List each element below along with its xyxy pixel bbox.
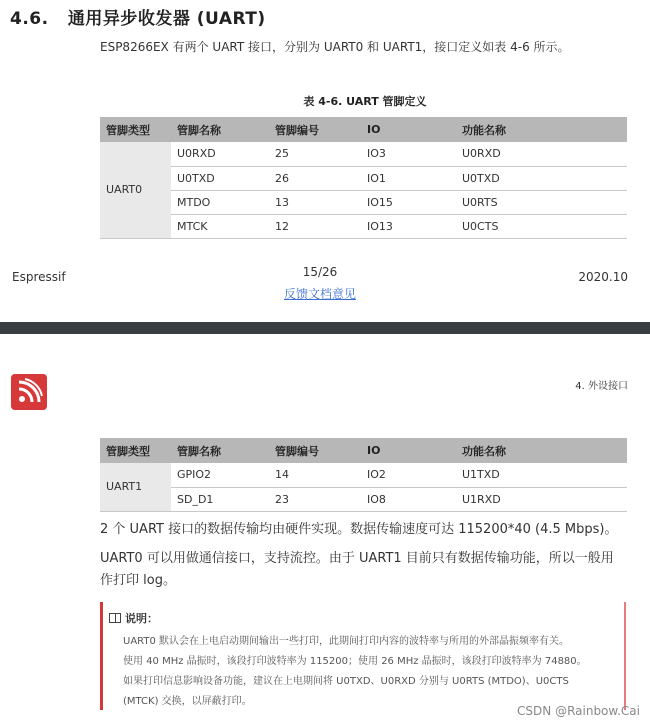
table-row bbox=[100, 142, 627, 166]
function-cell: U0TXD bbox=[456, 166, 627, 190]
pin-name-cell: SD_D1 bbox=[171, 487, 269, 511]
pin-number-cell: 25 bbox=[269, 142, 361, 166]
section-number: 4.6. bbox=[10, 9, 49, 29]
function-cell: U1RXD bbox=[456, 487, 627, 511]
function-cell: U0RTS bbox=[456, 190, 627, 214]
chapter-header: 4. 外设接口 bbox=[575, 381, 628, 392]
function-cell: U0RXD bbox=[456, 142, 627, 166]
uart-usage-paragraph bbox=[100, 548, 630, 592]
document-page-2 bbox=[0, 334, 650, 725]
note-line: 如果打印信息影响设备功能，建议在上电期间将 U0TXD、U0RXD 分别与 U0RTS (MTDO)、U0CTS bbox=[123, 676, 569, 687]
io-cell: IO8 bbox=[361, 487, 456, 511]
pin-number-cell: 12 bbox=[269, 214, 361, 238]
pin-name-cell: U0RXD bbox=[171, 142, 269, 166]
uart0-pin-table bbox=[100, 117, 627, 239]
note-title bbox=[109, 610, 158, 626]
transfer-speed-paragraph: 2 个 UART 接口的数据传输均由硬件实现。数据传输速度可达 115200*40 (4.5 Mbps)。 bbox=[100, 522, 618, 537]
footer-company: Espressif bbox=[12, 270, 66, 284]
col-header-pin-type: 管脚类型 bbox=[100, 438, 171, 463]
pin-type-cell: UART0 bbox=[100, 142, 171, 238]
col-header-io: IO bbox=[361, 438, 456, 463]
table-row bbox=[100, 214, 627, 238]
table-caption: 表 4-6. UART 管脚定义 bbox=[303, 95, 427, 108]
pin-number-cell: 14 bbox=[269, 463, 361, 487]
pin-name-cell: MTDO bbox=[171, 190, 269, 214]
io-cell: IO15 bbox=[361, 190, 456, 214]
col-header-pin-number: 管脚编号 bbox=[269, 117, 361, 142]
note-line: UART0 默认会在上电启动期间输出一些打印，此期间打印内容的波特率与所用的外部晶振频率有关。 bbox=[123, 636, 570, 647]
pin-number-cell: 26 bbox=[269, 166, 361, 190]
col-header-pin-number: 管脚编号 bbox=[269, 438, 361, 463]
col-header-function: 功能名称 bbox=[456, 117, 627, 142]
pin-type-cell: UART1 bbox=[100, 463, 171, 511]
intro-paragraph: ESP8266EX 有两个 UART 接口，分别为 UART0 和 UART1，接口定义如表 4-6 所示。 bbox=[100, 40, 570, 54]
io-cell: IO1 bbox=[361, 166, 456, 190]
pin-name-cell: GPIO2 bbox=[171, 463, 269, 487]
col-header-function: 功能名称 bbox=[456, 438, 627, 463]
uart-usage-line-1: UART0 可以用做通信接口，支持流控。由于 UART1 目前只有数据传输功能，所以一般用 bbox=[100, 551, 614, 566]
document-page-1 bbox=[0, 0, 650, 322]
pin-name-cell: U0TXD bbox=[171, 166, 269, 190]
note-box bbox=[100, 602, 626, 710]
col-header-pin-name: 管脚名称 bbox=[171, 438, 269, 463]
table-row bbox=[100, 487, 627, 511]
pin-name-cell: MTCK bbox=[171, 214, 269, 238]
table-row bbox=[100, 190, 627, 214]
pin-number-cell: 23 bbox=[269, 487, 361, 511]
footer-page-number: 15/26 bbox=[302, 265, 338, 279]
csdn-watermark: CSDN @Rainbow.Cai bbox=[517, 704, 640, 718]
col-header-io: IO bbox=[361, 117, 456, 142]
table-header-row bbox=[100, 117, 627, 142]
table-row bbox=[100, 463, 627, 487]
table-row bbox=[100, 166, 627, 190]
note-line: (MTCK) 交换，以屏蔽打印。 bbox=[123, 696, 252, 707]
table-header-row bbox=[100, 438, 627, 463]
uart1-pin-table bbox=[100, 438, 627, 512]
uart-usage-line-2: 作打印 log。 bbox=[100, 573, 176, 588]
note-title-text: 说明： bbox=[125, 612, 158, 625]
book-icon bbox=[109, 613, 121, 623]
function-cell: U1TXD bbox=[456, 463, 627, 487]
section-heading bbox=[10, 4, 266, 29]
section-title: 通用异步收发器 (UART) bbox=[67, 9, 266, 29]
feedback-link[interactable]: 反馈文档意见 bbox=[283, 287, 356, 301]
col-header-pin-name: 管脚名称 bbox=[171, 117, 269, 142]
col-header-pin-type: 管脚类型 bbox=[100, 117, 171, 142]
note-line: 使用 40 MHz 晶振时，该段打印波特率为 115200；使用 26 MHz 晶振时，该段打印波特率为 74880。 bbox=[123, 656, 587, 667]
page-separator bbox=[0, 322, 650, 334]
function-cell: U0CTS bbox=[456, 214, 627, 238]
io-cell: IO13 bbox=[361, 214, 456, 238]
io-cell: IO3 bbox=[361, 142, 456, 166]
footer-date: 2020.10 bbox=[578, 270, 628, 284]
io-cell: IO2 bbox=[361, 463, 456, 487]
espressif-logo-icon bbox=[11, 374, 47, 410]
pin-number-cell: 13 bbox=[269, 190, 361, 214]
